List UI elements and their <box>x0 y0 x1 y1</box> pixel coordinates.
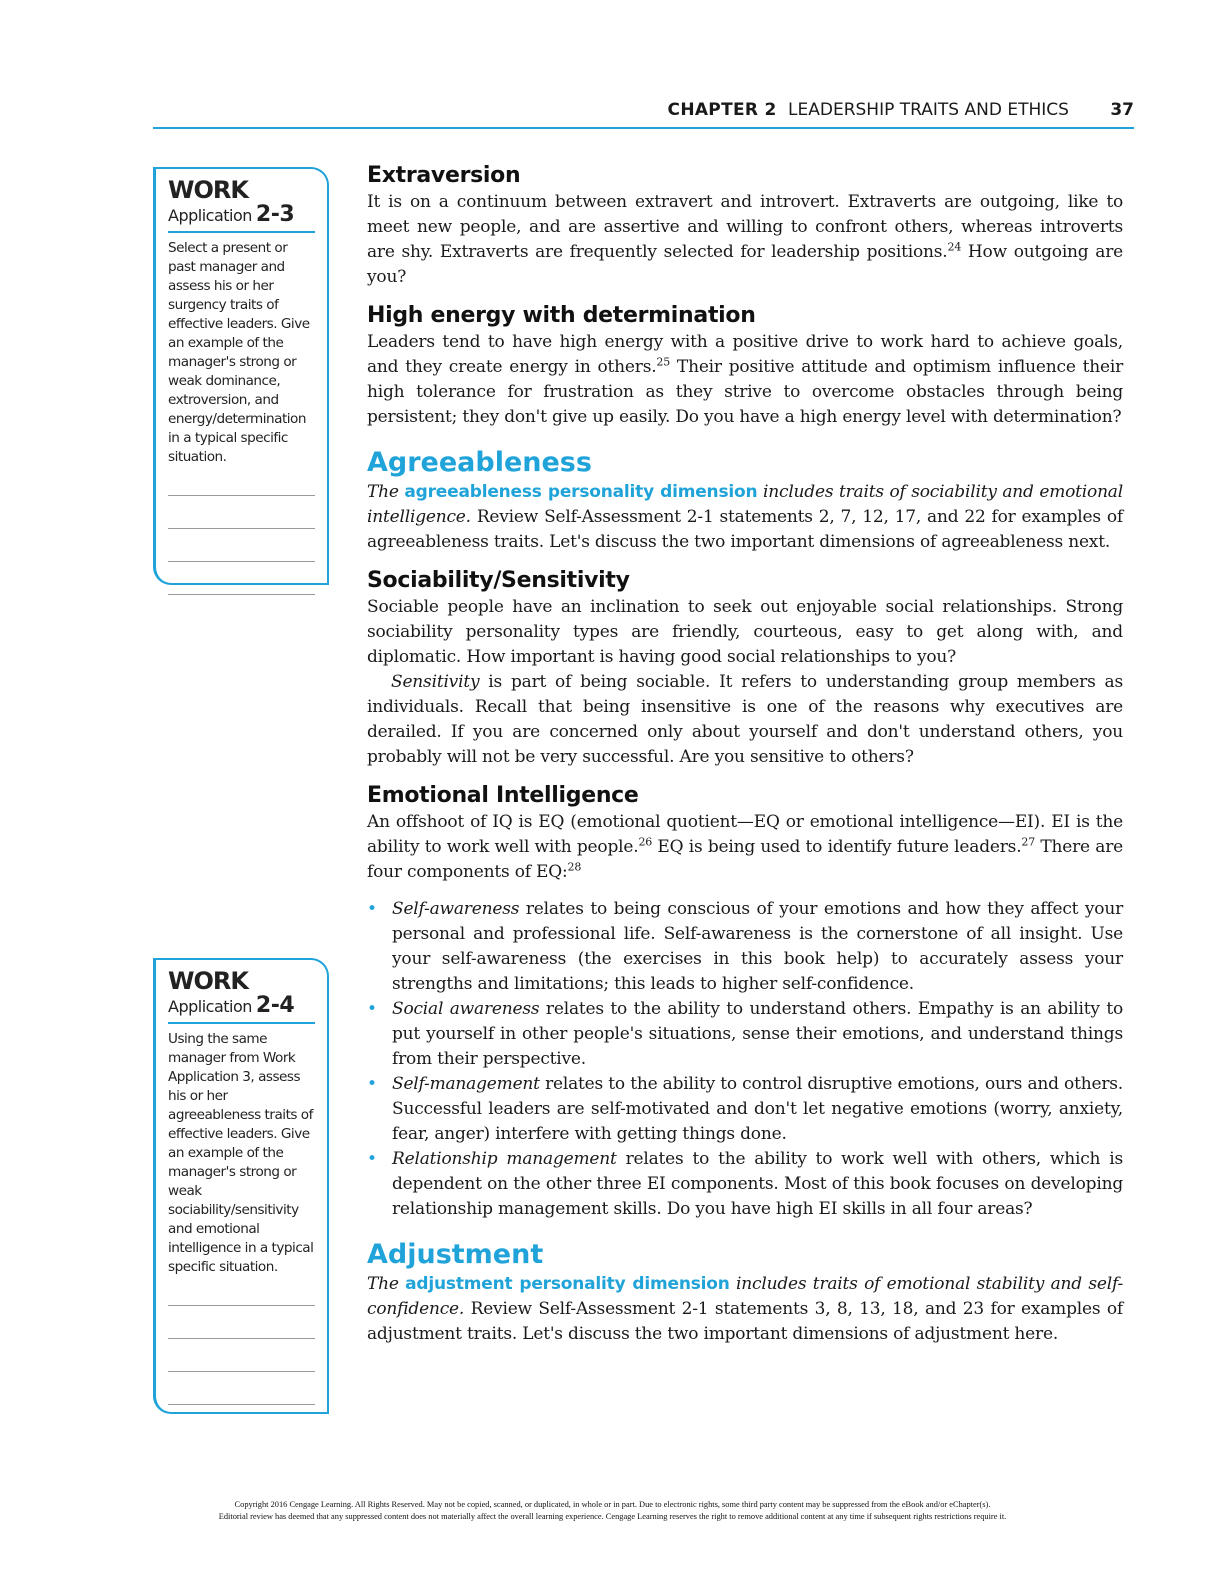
work-application-2-4 <box>153 958 329 1414</box>
work-label: WORK <box>168 176 248 204</box>
chapter-title: LEADERSHIP TRAITS AND ETHICS <box>788 100 1069 120</box>
ei-components-list <box>367 897 1123 1222</box>
answer-line <box>168 594 315 595</box>
application-label <box>168 994 315 1024</box>
application-label <box>168 203 315 233</box>
application-number: 2-4 <box>255 993 295 1018</box>
application-instructions: Select a present or past manager and assess his or her surgency traits of effective leaders. Give an example of the manager's strong or weak dominance, extroversion, and energy/determination in a typical specific situation. <box>168 240 310 465</box>
footnote-ref: 24 <box>947 240 962 254</box>
application-word: Application <box>168 997 252 1016</box>
list-item: • Social awareness relates to the ability to understand others. Empathy is an ability to put yourself in other people's situations, sense their emotions, and understand things from their perspective. <box>367 999 1123 1069</box>
page-number: 37 <box>1110 100 1134 120</box>
answer-line <box>168 528 315 529</box>
heading-adjustment: Adjustment <box>367 1239 544 1270</box>
heading-sociability: Sociability/Sensitivity <box>367 568 630 593</box>
application-number: 2-3 <box>255 202 295 227</box>
list-item: • Relationship management relates to the ability to work well with others, which is dependent on the other three EI components. Most of this book focuses on developing relationship management skills. Do you have high EI skills in all four areas? <box>367 1149 1123 1219</box>
copyright-line: Copyright 2016 Cengage Learning. All Rights Reserved. May not be copied, scanned, or duplicated, in whole or in part. Due to electronic rights, some third party content may be suppressed from the eBook and/or eChapter(s). <box>234 1500 991 1509</box>
work-label: WORK <box>168 967 248 995</box>
main-text-column <box>367 162 1123 1347</box>
answer-line <box>168 1305 315 1306</box>
sociability-paragraph: Sociable people have an inclination to seek out enjoyable social relationships. Strong sociability personality types are friendly, courteous, easy to get along with, and diplomatic. How important is having good social relationships to you? <box>367 597 1123 667</box>
footnote-ref: 26 <box>638 835 653 849</box>
list-item: • Self-awareness relates to being conscious of your emotions and how they affect your personal and professional life. Self-awareness is the cornerstone of all insight. Use your self-awareness (the exercises in this book help) to accurately assess your strengths and limitations; this leads to higher self-confidence. <box>367 899 1123 994</box>
bullet-icon: • <box>367 899 377 919</box>
adjustment-paragraph: The adjustment personality dimension includes traits of emotional stability and self-confidence. Review Self-Assessment 2-1 statements 3, 8, 13, 18, and 23 for examples of adjustment traits. Let's discuss the two important dimensions of adjustment here. <box>367 1274 1123 1344</box>
answer-line <box>168 1338 315 1339</box>
heading-agreeableness: Agreeableness <box>367 447 592 478</box>
answer-line <box>168 1371 315 1372</box>
copyright-line: Editorial review has deemed that any suppressed content does not materially affect the overall learning experience. Cengage Learning reserves the right to remove additional content at any time if subsequent rights restrictions require it. <box>218 1512 1007 1521</box>
chapter-label: CHAPTER 2 <box>667 100 777 120</box>
answer-line <box>168 495 315 496</box>
sensitivity-paragraph: Sensitivity is part of being sociable. It refers to understanding group members as individuals. Recall that being insensitive is one of the reasons why executives are derailed. If you are concerned only about yourself and don't understand others, you probably will not be very successful. Are you sensitive to others? <box>367 672 1123 767</box>
footnote-ref: 28 <box>567 860 582 874</box>
bullet-icon: • <box>367 1149 377 1169</box>
application-instructions: Using the same manager from Work Application 3, assess his or her agreeableness traits of effective leaders. Give an example of the manager's strong or weak sociability/sensitivity and emotional intelligence in a typical specific situation. <box>168 1031 314 1275</box>
application-word: Application <box>168 206 252 225</box>
key-term: adjustment personality dimension <box>405 1274 730 1294</box>
answer-line <box>168 1404 315 1405</box>
bullet-icon: • <box>367 999 377 1019</box>
emotional-intelligence-paragraph: An offshoot of IQ is EQ (emotional quotient—EQ or emotional intelligence—EI). EI is the ability to work well with people.$^{26}$ EQ is being used to identify future leaders.$^{27}$ There are four components of EQ:$^{28}$ <box>367 812 1123 882</box>
footnote-ref: 27 <box>1021 835 1036 849</box>
list-item: • Self-management relates to the ability to control disruptive emotions, ours and others. Successful leaders are self-motivated and don't let negative emotions (worry, anxiety, fear, anger) interfere with getting things done. <box>367 1074 1123 1144</box>
agreeableness-paragraph: The agreeableness personality dimension includes traits of sociability and emotional intelligence. Review Self-Assessment 2-1 statements 2, 7, 12, 17, and 22 for examples of agreeableness traits. Let's discuss the two important dimensions of agreeableness next. <box>367 482 1123 552</box>
bullet-icon: • <box>367 1074 377 1094</box>
heading-extraversion: Extraversion <box>367 163 521 188</box>
high-energy-paragraph: Leaders tend to have high energy with a positive drive to work hard to achieve goals, and they create energy in others.$^{25}$ Their positive attitude and optimism influence their high tolerance for frustration as they strive to overcome obstacles through being persistent; they don't give up easily. Do you have a high energy level with determination? <box>367 332 1123 427</box>
extraversion-paragraph: It is on a continuum between extravert and introvert. Extraverts are outgoing, like to meet new people, and are assertive and willing to confront others, whereas introverts are shy. Extraverts are frequently selected for leadership positions.$^{24}$ How outgoing are you? <box>367 192 1123 287</box>
heading-emotional-intelligence: Emotional Intelligence <box>367 783 639 808</box>
answer-line <box>168 561 315 562</box>
key-term: agreeableness personality dimension <box>404 482 758 502</box>
footnote-ref: 25 <box>656 355 671 369</box>
running-head <box>153 100 1134 129</box>
heading-high-energy: High energy with determination <box>367 303 756 328</box>
work-application-2-3 <box>153 167 329 585</box>
copyright-footer <box>100 1499 1125 1523</box>
